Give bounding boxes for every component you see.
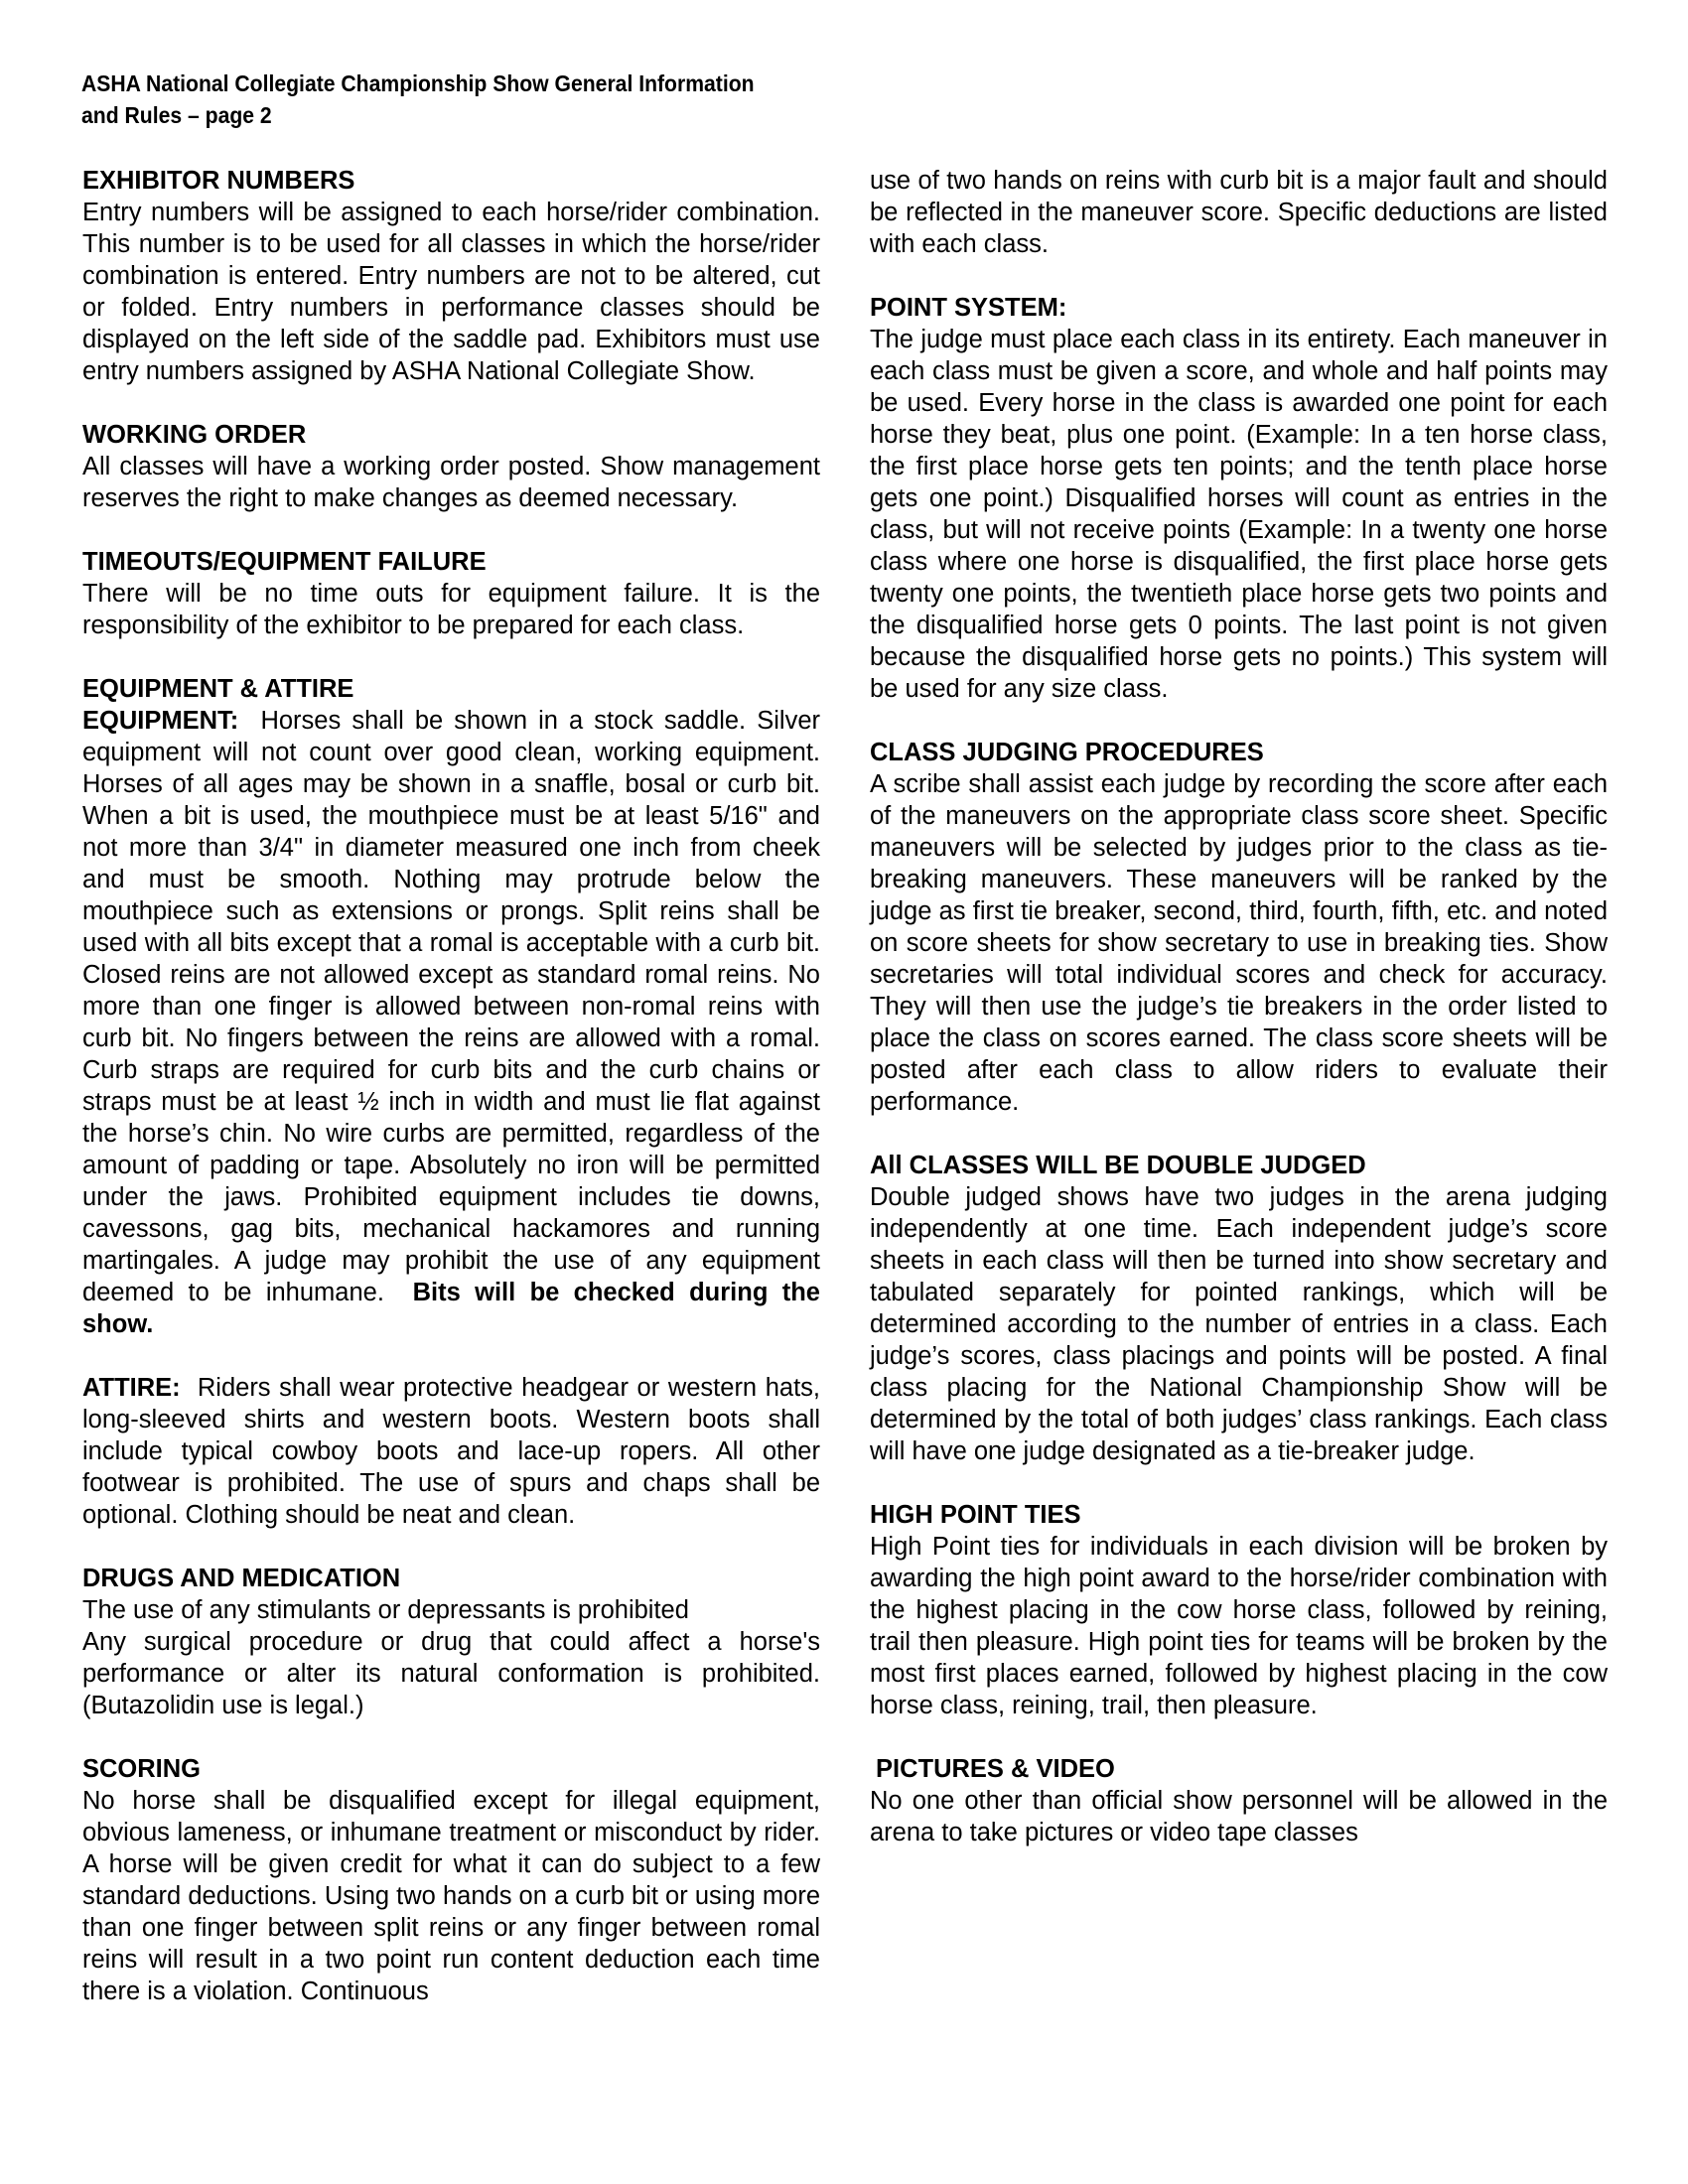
section-body: A scribe shall assist each judge by recording the score after each of the maneuvers on the appropriate class score sheet. Specific maneuvers will be selected by judges prior to the class as tie-breaking maneuvers. These maneuvers will be ranked by the judge as first tie breaker, second, third, fourth, fifth, etc. and noted on score sheets for show secretary to use in breaking ties. Show secretaries will total individual scores and check for accuracy. They will then use the judge’s tie breakers in the order listed to place the class on scores earned. The class score sheets will be posted after each class to allow riders to evaluate their performance.	[870, 770, 1608, 1116]
section-point-system	[870, 292, 1608, 705]
section-title: All CLASSES WILL BE DOUBLE JUDGED	[870, 1152, 1366, 1179]
section-title: CLASS JUDGING PROCEDURES	[870, 739, 1264, 766]
section-title: DRUGS AND MEDICATION	[82, 1565, 401, 1592]
equipment-label: EQUIPMENT:	[82, 707, 239, 735]
section-pictures-video	[870, 1753, 1608, 1848]
section-scoring	[82, 1753, 820, 2007]
section-body: All classes will have a working order posted. Show management reserves the right to make changes as deemed necessary.	[82, 453, 820, 512]
section-equipment-attire	[82, 673, 820, 1340]
page-header	[81, 68, 775, 131]
section-title: HIGH POINT TIES	[870, 1501, 1081, 1529]
section-title: PICTURES & VIDEO	[876, 1755, 1115, 1783]
attire-paragraph	[82, 1372, 820, 1531]
section-body: Double judged shows have two judges in the arena judging independently at one time. Each independent judge’s score sheets in each class will then be turned into show secretary and tabulated separately for pointed rankings, which will be determined according to the number of entries in a class. Each judge’s scores, class placings and points will be posted. A final class placing for the National Championship Show will be determined by the total of both judges’ class rankings. Each class will have one judge designated as a tie-breaker judge.	[870, 1183, 1608, 1465]
section-title: EQUIPMENT & ATTIRE	[82, 675, 354, 703]
section-title: SCORING	[82, 1755, 202, 1783]
page-header-line-1: ASHA National Collegiate Championship Show General Information	[81, 70, 755, 96]
section-title: POINT SYSTEM:	[870, 294, 1067, 322]
right-column	[870, 165, 1608, 1880]
left-column	[82, 165, 820, 2039]
equipment-body: Horses shall be shown in a stock saddle. Silver equipment will not count over good clean, working equipment. Horses of all ages may be shown in a snaffle, bosal or curb bit. When a bit is used, the mouthpiece must be at least 5/16" and not more than 3/4" in diameter measured one inch from cheek and must be smooth. Nothing may protrude below the mouthpiece such as extensions or prongs. Split reins shall be used with all bits except that a romal is acceptable with a curb bit. Closed reins are not allowed except as standard romal reins. No more than one finger is allowed between non-romal reins with curb bit. No fingers between the reins are allowed with a romal. Curb straps are required for curb bits and the curb chains or straps must be at least ½ inch in width and must lie flat against the horse’s chin. No wire curbs are permitted, regardless of the amount of padding or tape. Absolutely no iron will be permitted under the jaws. Prohibited equipment includes tie downs, cavessons, gag bits, mechanical hackamores and running martingales. A judge may prohibit the use of any equipment deemed to be inhumane.	[82, 707, 820, 1306]
section-high-point-ties	[870, 1499, 1608, 1721]
section-body: No horse shall be disqualified except for illegal equipment, obvious lameness, or inhumane treatment or misconduct by rider. A horse will be given credit for what it can do subject to a few standard deductions. Using two hands on a curb bit or using more than one finger between split reins or any finger between romal reins will result in a two point run content deduction each time there is a violation. Continuous	[82, 1787, 820, 2005]
section-body: No one other than official show personnel will be allowed in the arena to take pictures or video tape classes	[870, 1787, 1608, 1846]
attire-body: Riders shall wear protective headgear or western hats, long-sleeved shirts and western boots. Western boots shall include typical cowboy boots and lace-up ropers. All other footwear is prohibited. The use of spurs and chaps shall be optional. Clothing should be neat and clean.	[82, 1374, 820, 1529]
section-double-judged	[870, 1150, 1608, 1467]
attire-label: ATTIRE:	[82, 1374, 181, 1402]
section-title: EXHIBITOR NUMBERS	[82, 167, 355, 195]
drugs-line-1: The use of any stimulants or depressants is prohibited	[82, 1596, 689, 1624]
section-working-order	[82, 419, 820, 514]
scoring-continued: use of two hands on reins with curb bit is a major fault and should be reflected in the maneuver score. Specific deductions are listed with each class.	[870, 167, 1608, 258]
section-body: There will be no time outs for equipment failure. It is the responsibility of the exhibitor to be prepared for each class.	[82, 580, 820, 639]
section-drugs-medication	[82, 1563, 820, 1721]
bits-checked-notice: Bits will be checked during the show.	[82, 1279, 820, 1338]
section-body: High Point ties for individuals in each division will be broken by awarding the high point award to the horse/rider combination with the highest placing in the cow horse class, followed by reining, trail then pleasure. High point ties for teams will be broken by the most first places earned, followed by highest placing in the cow horse class, reining, trail, then pleasure.	[870, 1533, 1608, 1719]
section-exhibitor-numbers	[82, 165, 820, 387]
section-title: WORKING ORDER	[82, 421, 307, 449]
section-body: Entry numbers will be assigned to each horse/rider combination. This number is to be used for all classes in which the horse/rider combination is entered. Entry numbers are not to be altered, cut or folded. Entry numbers in performance classes should be displayed on the left side of the saddle pad. Exhibitors must use entry numbers assigned by ASHA National Collegiate Show.	[82, 199, 820, 385]
equipment-paragraph	[82, 705, 820, 1340]
section-timeouts	[82, 546, 820, 641]
drugs-line-2: Any surgical procedure or drug that could affect a horse's performance or alter its natural conformation is prohibited. (Butazolidin use is legal.)	[82, 1628, 820, 1719]
page-header-line-2: and Rules – page 2	[81, 102, 272, 128]
section-body: The judge must place each class in its entirety. Each maneuver in each class must be given a score, and whole and half points may be used. Every horse in the class is awarded one point for each horse they beat, plus one point. (Example: In a ten horse class, the first place horse gets ten points; and the tenth place horse gets one point.) Disqualified horses will count as entries in the class, but will not receive points (Example: In a twenty one horse class where one horse is disqualified, the first place horse gets twenty one points, the twentieth place horse gets two points and the disqualified horse gets 0 points. The last point is not given because the disqualified horse gets no points.) This system will be used for any size class.	[870, 326, 1608, 703]
section-attire	[82, 1372, 820, 1531]
section-title: TIMEOUTS/EQUIPMENT FAILURE	[82, 548, 487, 576]
section-class-judging	[870, 737, 1608, 1118]
